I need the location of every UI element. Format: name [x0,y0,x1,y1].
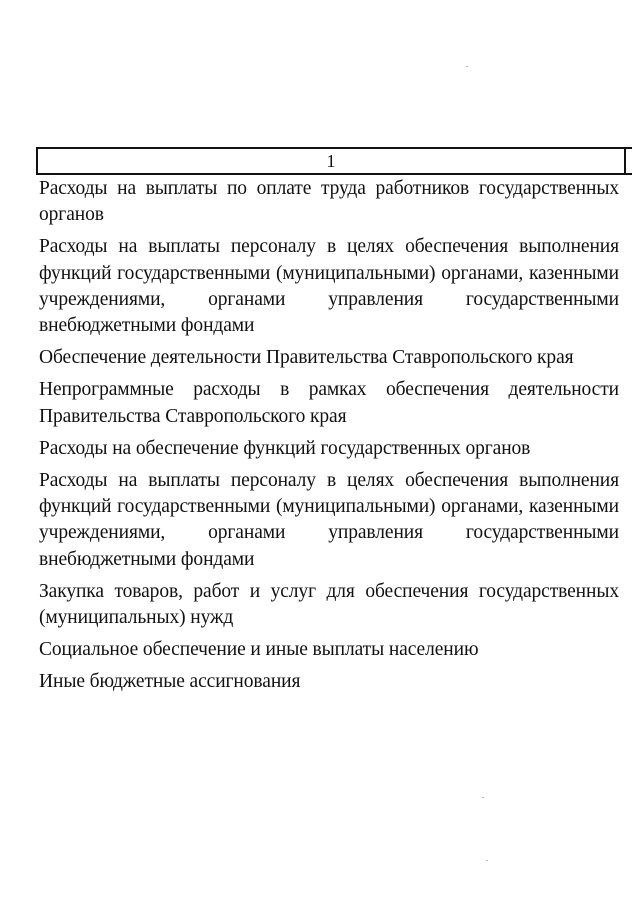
table-row: Расходы на выплаты по оплате труда работников государственных органов [39,178,619,226]
table-row: Расходы на обеспечение функций государственных органов [39,437,531,459]
scan-speck [482,797,484,798]
scan-speck [486,860,488,861]
column-number-label: 1 [326,151,336,171]
table-row: Расходы на выплаты персоналу в целях обеспечения выполнения функций государственными (муниципальными) органами, казенными учреждениями, органами управления государственными внебюджетными фондами [39,236,619,337]
table-row: Непрограммные расходы в рамках обеспечения деятельности Правительства Ставропольского края [39,379,619,427]
table-row: Социальное обеспечение и иные выплаты населению [39,639,479,661]
table-body [39,176,619,702]
table-header-row [36,147,632,175]
table-row: Закупка товаров, работ и услуг для обеспечения государственных (муниципальных) нужд [39,580,619,629]
table-row: Иные бюджетные ассигнования [39,671,301,693]
column-divider [624,147,626,175]
table-row: Расходы на выплаты персоналу в целях обеспечения выполнения функций государственными (муниципальными) органами, казенными учреждениями, органами управления государственными внебюджетными фондами [39,470,619,570]
table-row: Обеспечение деятельности Правительства Ставропольского края [39,347,574,369]
scan-speck [466,66,468,67]
